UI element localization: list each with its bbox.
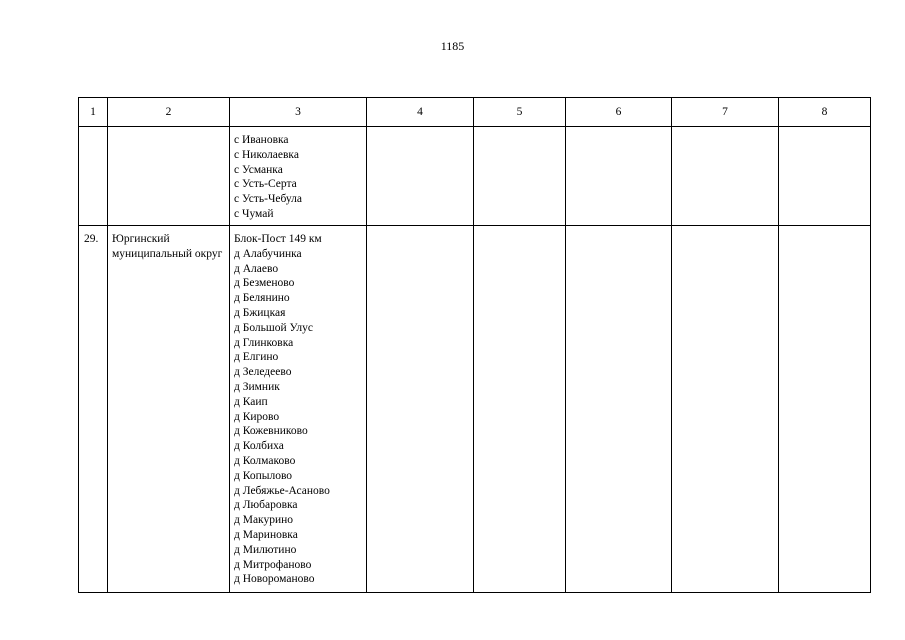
settlements-list	[230, 127, 366, 224]
settlement-name: с Ивановка	[234, 134, 289, 146]
row-number-cell	[79, 127, 108, 226]
settlement-name: с Усть-Серта	[234, 178, 297, 191]
column-header-8: 8	[779, 98, 871, 127]
settlement-name: с Усманка	[234, 163, 283, 176]
column-header-6: 6	[566, 98, 672, 127]
settlement-name: д Лебяжье-Асаново	[234, 484, 330, 497]
settlement-name: д Копылово	[234, 469, 293, 482]
empty-cell	[779, 226, 871, 593]
row-number: 29.	[84, 233, 99, 245]
column-header-4: 4	[367, 98, 474, 127]
column-header-5: 5	[474, 98, 566, 127]
settlement-name: д Алаево	[234, 262, 279, 275]
table-row	[79, 127, 871, 226]
district-name: Юргинский муниципальный округ	[112, 233, 223, 260]
settlements-cell	[230, 127, 367, 226]
empty-cell	[779, 127, 871, 226]
district-name	[108, 127, 229, 135]
settlement-name: д Алабучинка	[234, 247, 302, 260]
empty-cell	[474, 127, 566, 226]
empty-cell	[672, 226, 779, 593]
settlement-name: д Елгино	[234, 351, 279, 364]
settlement-name: д Большой Улус	[234, 321, 313, 334]
column-header-3: 3	[230, 98, 367, 127]
settlement-name: с Усть-Чебула	[234, 193, 303, 206]
settlement-name: д Макурино	[234, 514, 294, 527]
settlement-name: д Глинковка	[234, 336, 294, 349]
table-row	[79, 226, 871, 593]
empty-cell	[566, 127, 672, 226]
settlement-name: д Зеледеево	[234, 366, 292, 379]
column-header-1: 1	[79, 98, 108, 127]
settlement-name: д Милютино	[234, 543, 297, 556]
column-header-7: 7	[672, 98, 779, 127]
column-header-2: 2	[108, 98, 230, 127]
settlement-name: д Кожевниково	[234, 425, 308, 438]
settlement-name: с Николаевка	[234, 148, 299, 161]
page-number: 1185	[440, 39, 465, 53]
empty-cell	[367, 226, 474, 593]
settlement-name: д Безменово	[234, 277, 295, 290]
settlements-table	[78, 97, 871, 593]
district-cell	[108, 226, 230, 593]
row-number	[79, 127, 107, 135]
empty-cell	[672, 127, 779, 226]
settlement-name: д Мариновка	[234, 528, 298, 541]
empty-cell	[566, 226, 672, 593]
settlements-cell	[230, 226, 367, 593]
row-number-cell	[79, 226, 108, 593]
settlements-list	[230, 226, 366, 589]
settlement-name: д Зимник	[234, 380, 280, 393]
district-cell	[108, 127, 230, 226]
empty-cell	[367, 127, 474, 226]
settlement-name: д Колбиха	[234, 440, 284, 453]
settlement-name: д Новороманово	[234, 573, 315, 586]
settlement-name: д Кирово	[234, 410, 280, 423]
settlement-name: с Чумай	[234, 207, 274, 220]
settlement-name: д Любаровка	[234, 499, 298, 512]
settlement-name: д Каип	[234, 395, 268, 408]
settlement-name: Блок-Пост 149 км	[234, 233, 322, 245]
empty-cell	[474, 226, 566, 593]
settlement-name: д Белянино	[234, 292, 290, 305]
settlement-name: д Бжицкая	[234, 306, 286, 319]
header-row	[79, 98, 871, 127]
settlement-name: д Митрофаново	[234, 558, 312, 571]
settlement-name: д Колмаково	[234, 454, 296, 467]
